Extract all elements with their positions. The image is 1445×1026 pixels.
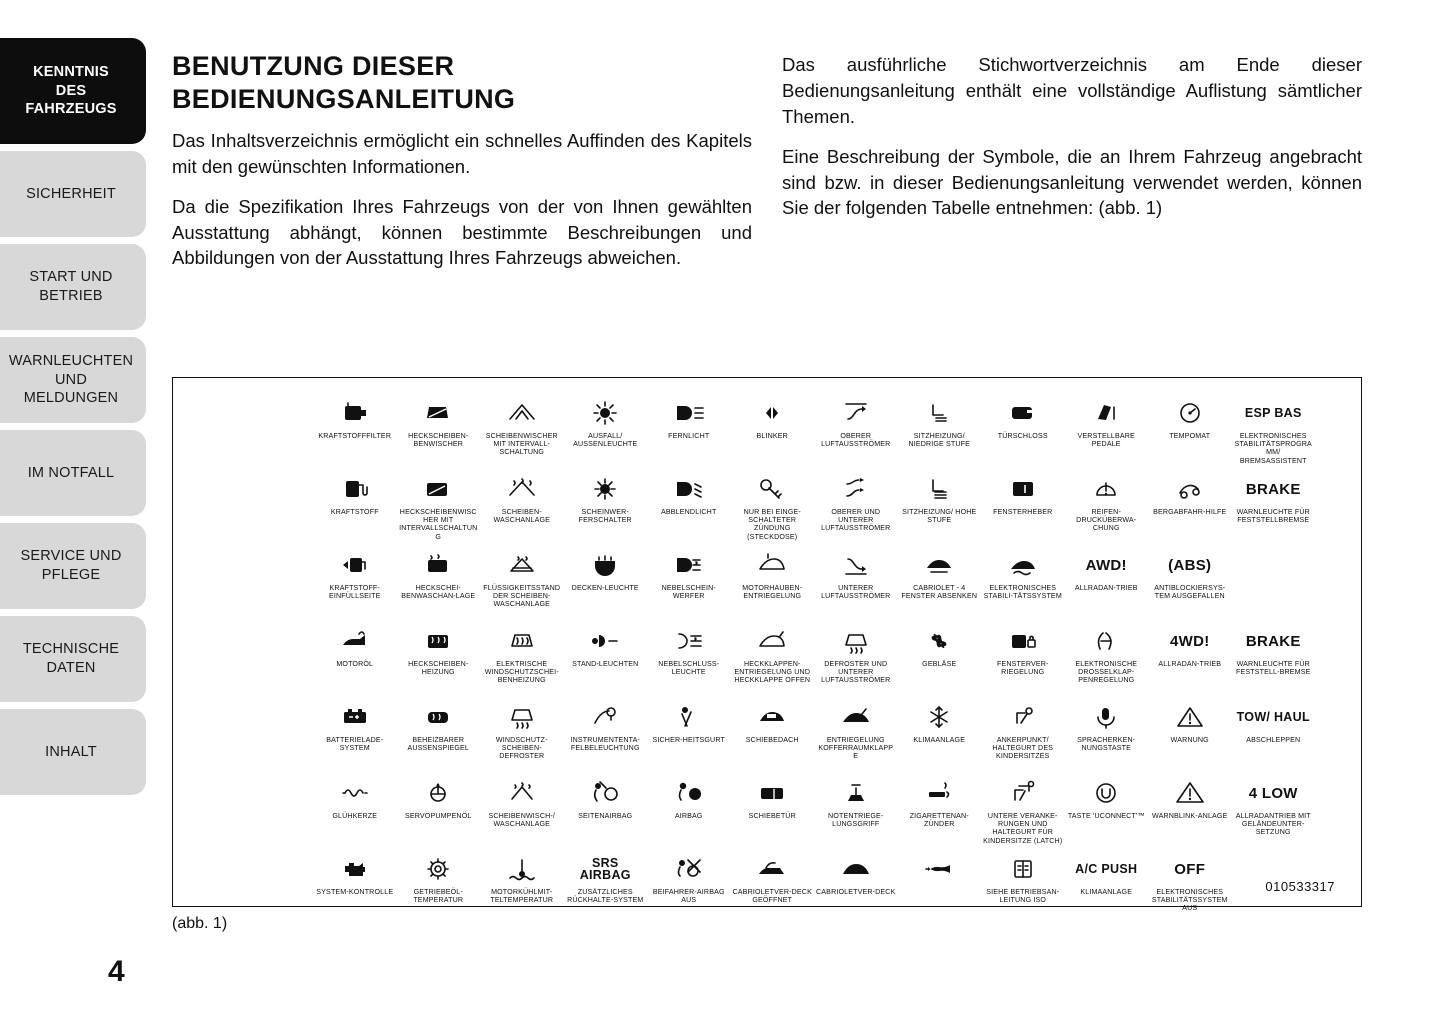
side-airbag-icon xyxy=(587,776,623,810)
symbol-label: OBERER LUFTAUSSTRÖMER xyxy=(821,432,891,449)
symbol-cell xyxy=(315,848,395,924)
symbol-label: CABRIOLETVER-DECK xyxy=(816,888,896,896)
symbol-label: BLINKER xyxy=(756,432,788,440)
symbol-cell xyxy=(649,848,729,924)
symbol-label: HECKSCHEIBEN-HEIZUNG xyxy=(408,660,469,677)
symbol-label: AUSFALL/ AUSSENLEUCHTE xyxy=(573,432,638,449)
symbol-cell xyxy=(399,848,479,924)
symbol-label: ABSCHLEPPEN xyxy=(1246,736,1301,744)
symbol-label: OBERER UND UNTERER LUFTAUSSTRÖMER xyxy=(821,508,891,533)
symbol-cell xyxy=(1234,772,1314,848)
symbol-label: UNTERER LUFTAUSSTRÖMER xyxy=(821,584,891,601)
symbol-cell xyxy=(733,848,813,924)
symbol-cell xyxy=(1234,696,1314,772)
upper-lower-air-vent-icon xyxy=(838,472,874,506)
sidebar-item-sicherheit[interactable] xyxy=(0,151,146,237)
symbol-label: NEBELSCHEIN-WERFER xyxy=(661,584,716,601)
symbol-label: MOTORÖL xyxy=(336,660,374,668)
symbol-label: SITZHEIZUNG/ NIEDRIGE STUFE xyxy=(908,432,971,449)
symbol-glyph-text: (ABS) xyxy=(1168,556,1212,574)
symbol-label: ALLRADAN-TRIEB xyxy=(1158,660,1222,668)
power-window-icon xyxy=(1005,472,1041,506)
symbol-glyph-text: 4WD! xyxy=(1169,632,1210,650)
symbol-glyph-text: OFF xyxy=(1174,860,1206,878)
abs-fault-icon xyxy=(1168,548,1211,582)
sidebar-item-label: IM NOTFALL xyxy=(27,464,115,481)
rear-window-defroster-icon xyxy=(420,624,456,658)
symbol-cell xyxy=(1067,392,1147,468)
esp-bas-icon xyxy=(1245,396,1302,430)
blower-icon xyxy=(921,624,957,658)
symbol-label: INSTRUMENTENTA-FELBELEUCHTUNG xyxy=(570,736,640,753)
symbol-label: ELEKTRISCHE WINDSCHUTZSCHEI-BENHEIZUNG xyxy=(484,660,559,685)
symbol-cell xyxy=(983,848,1063,924)
paragraph: Das Inhaltsverzeichnis ermöglicht ein schnelles Auffinden des Kapitels mit den gewünschten Informationen. xyxy=(172,129,752,177)
symbol-label: DECKEN-LEUCHTE xyxy=(571,584,639,592)
symbol-label: NOTENTRIEGE-LUNGSGRIFF xyxy=(828,812,884,829)
sidebar-item-inhalt[interactable] xyxy=(0,709,146,795)
symbol-cell xyxy=(649,468,729,544)
symbol-cell xyxy=(983,696,1063,772)
parking-brake-warning-icon xyxy=(1246,472,1301,506)
symbol-label: BEHEIZBARER AUSSENSPIEGEL xyxy=(407,736,469,753)
sidebar-item-label: SICHERHEIT xyxy=(26,185,116,202)
symbol-cell xyxy=(649,620,729,696)
glow-plug-icon xyxy=(337,776,373,810)
symbol-label: FLÜSSIGKEITSSTAND DER SCHEIBEN-WASCHANLAGE xyxy=(483,584,561,609)
symbol-label: ENTRIEGELUNG KOFFERRAUMKLAPPE xyxy=(818,736,894,761)
symbol-label: GLÜHKERZE xyxy=(332,812,378,820)
symbol-label: SCHEIBENWISCHER MIT INTERVALL-SCHALTUNG xyxy=(485,432,558,457)
symbol-cell xyxy=(566,620,646,696)
instrument-panel-light-icon xyxy=(587,700,623,734)
paragraph: Das ausführliche Stichwortverzeichnis am Ende dieser Bedienungsanleitung enthält eine vollständige Auflistung sämtlicher Themen. xyxy=(782,54,1362,127)
symbol-cell xyxy=(983,468,1063,544)
symbol-label: KRAFTSTOFFFILTER xyxy=(318,432,392,440)
symbol-label: SCHIEBETÜR xyxy=(748,812,796,820)
symbol-cell xyxy=(1067,468,1147,544)
symbol-glyph-text: A/C PUSH xyxy=(1075,861,1138,876)
symbol-label: HECKSCHEIBEN-BENWISCHER xyxy=(408,432,469,449)
low-beam-icon xyxy=(671,472,707,506)
symbol-cell xyxy=(816,772,896,848)
blank-icon xyxy=(1255,548,1291,582)
symbol-cell xyxy=(983,392,1063,468)
symbol-label: SCHEIBENWISCH-/ WASCHANLAGE xyxy=(488,812,555,829)
sidebar-item-im-notfall[interactable] xyxy=(0,430,146,516)
left-column xyxy=(172,40,752,285)
fog-light-icon xyxy=(671,548,707,582)
latch-anchor-icon xyxy=(1005,776,1041,810)
symbol-cell xyxy=(733,544,813,620)
defroster-lower-vent-icon xyxy=(838,624,874,658)
heated-mirror-icon xyxy=(420,700,456,734)
symbol-cell xyxy=(900,848,980,924)
warning-icon xyxy=(1172,700,1208,734)
symbol-label: SYSTEM-KONTROLLE xyxy=(316,888,394,896)
symbol-cell xyxy=(900,696,980,772)
parking-lights-icon xyxy=(587,624,623,658)
symbol-cell xyxy=(1067,848,1147,924)
symbol-label: MOTORKÜHLMIT-TELTEMPERATUR xyxy=(490,888,554,905)
dome-light-icon xyxy=(587,548,623,582)
check-engine-icon xyxy=(337,852,373,886)
symbol-cell xyxy=(900,544,980,620)
symbol-cell xyxy=(733,468,813,544)
windshield-heating-icon xyxy=(504,624,540,658)
symbol-label: ALLRADANTRIEB MIT GELÄNDEUNTER-SETZUNG xyxy=(1235,812,1311,837)
upper-air-vent-icon xyxy=(838,396,874,430)
symbol-label: WARNLEUCHTE FÜR FESTSTELL-BREMSE xyxy=(1235,660,1311,677)
symbol-label: AIRBAG xyxy=(674,812,703,820)
symbol-label: WARNLEUCHTE FÜR FESTSTELLBREMSE xyxy=(1236,508,1310,525)
symbol-label: SITZHEIZUNG/ HOHE STUFE xyxy=(902,508,977,525)
child-seat-anchor-icon xyxy=(1005,700,1041,734)
symbol-cell xyxy=(983,620,1063,696)
symbol-cell xyxy=(482,544,562,620)
paragraph: Eine Beschreibung der Symbole, die an Ihrem Fahrzeug angebracht sind bzw. in dieser Bedienungsanleitung verwendet werden, können Sie der folgenden Tabelle entnehmen: (abb. 1) xyxy=(782,145,1362,219)
tow-haul-icon xyxy=(1237,700,1310,734)
door-lock-icon xyxy=(1005,396,1041,430)
symbol-cell xyxy=(900,468,980,544)
sidebar-item-label: UND MELDUNGEN xyxy=(23,371,119,407)
symbol-cell xyxy=(1234,620,1314,696)
symbol-glyph-text: SRS AIRBAG xyxy=(579,855,631,882)
symbol-cell xyxy=(1150,544,1230,620)
symbol-cell xyxy=(399,772,479,848)
page-title: BENUTZUNG DIESER BEDIENUNGSANLEITUNG xyxy=(172,51,516,114)
rear-wiper-icon xyxy=(420,396,456,430)
power-steering-fluid-icon xyxy=(420,776,456,810)
convertible-top-open-icon xyxy=(754,852,790,886)
symbol-cell xyxy=(482,848,562,924)
windshield-defroster-icon xyxy=(504,700,540,734)
symbol-cell xyxy=(900,772,980,848)
ignition-key-icon xyxy=(754,472,790,506)
symbol-cell xyxy=(315,468,395,544)
convertible-window-lower-icon xyxy=(921,548,957,582)
electronic-stability-icon xyxy=(1005,548,1041,582)
symbol-cell xyxy=(566,772,646,848)
tire-pressure-icon xyxy=(1088,472,1124,506)
esc-off-icon xyxy=(1174,852,1205,886)
symbol-label: ELEKTRONISCHE DROSSELKLAP-PENREGELUNG xyxy=(1075,660,1138,685)
brake-warning-icon xyxy=(1246,624,1301,658)
symbol-cell xyxy=(816,468,896,544)
wiper-washer-icon xyxy=(504,776,540,810)
symbol-cell xyxy=(816,620,896,696)
symbol-cell xyxy=(1150,772,1230,848)
symbol-cell xyxy=(482,620,562,696)
throttle-control-icon xyxy=(1088,624,1124,658)
symbol-label: CABRIOLET - 4 FENSTER ABSENKEN xyxy=(901,584,978,601)
symbol-glyph-text: 4 LOW xyxy=(1248,784,1298,802)
rear-fog-light-icon xyxy=(671,624,707,658)
symbol-label: ABBLENDLICHT xyxy=(661,508,717,516)
symbol-label: HECKSCHEI-BENWASCHAN-LAGE xyxy=(401,584,476,601)
symbol-cell xyxy=(482,772,562,848)
sidebar-item-label: FAHRZEUGS xyxy=(25,101,117,118)
symbol-label: ELEKTRONISCHES STABILITÄTSPROGRAMM/ BREMSASSISTENT xyxy=(1234,432,1312,465)
symbol-grid xyxy=(315,392,1313,924)
symbol-cell xyxy=(1067,544,1147,620)
liftgate-release-icon xyxy=(754,624,790,658)
symbol-cell xyxy=(983,544,1063,620)
symbol-label: GETRIEBEÖL-TEMPERATUR xyxy=(413,888,464,905)
symbol-cell xyxy=(566,848,646,924)
sidebar-item-service-und-pflege[interactable] xyxy=(0,523,146,609)
symbol-cell xyxy=(315,392,395,468)
symbol-cell xyxy=(900,620,980,696)
symbol-label: MOTORHAUBEN-ENTRIEGELUNG xyxy=(742,584,803,601)
symbol-label: FENSTERVER-RIEGELUNG xyxy=(996,660,1049,677)
figure-caption: (abb. 1) xyxy=(172,915,228,932)
washer-icon xyxy=(504,472,540,506)
sidebar-item-label: TECHNISCHE xyxy=(22,641,120,658)
symbol-cell xyxy=(399,620,479,696)
sidebar-item-label: DATEN xyxy=(46,660,96,676)
sidebar-item-label: DES xyxy=(55,82,87,99)
sidebar-item-label: WARNLEUCHTEN xyxy=(8,353,134,370)
hood-release-icon xyxy=(754,548,790,582)
symbol-label: ZUSÄTZLICHES RÜCKHALTE-SYSTEM xyxy=(567,888,644,905)
trunk-release-icon xyxy=(838,700,874,734)
symbol-cell xyxy=(566,468,646,544)
symbol-label: WARNBLINK-ANLAGE xyxy=(1152,812,1228,820)
symbol-cell xyxy=(399,468,479,544)
symbol-label: SCHIEBEDACH xyxy=(745,736,799,744)
symbol-label: ZIGARETTENAN-ZÜNDER xyxy=(909,812,969,829)
symbol-label: SPRACHERKEN-NUNGSTASTE xyxy=(1077,736,1136,753)
engine-oil-icon xyxy=(337,624,373,658)
sidebar-item-label: PFLEGE xyxy=(41,567,101,583)
seat-heating-high-icon xyxy=(921,472,957,506)
passenger-airbag-off-icon xyxy=(671,852,707,886)
symbol-cell xyxy=(733,696,813,772)
sidebar-item-label: KENNTNIS xyxy=(33,64,109,81)
srs-airbag-icon xyxy=(566,852,646,886)
sidebar-item-start-und-betrieb[interactable] xyxy=(0,244,146,330)
page-content xyxy=(172,40,1362,285)
symbol-cell xyxy=(649,772,729,848)
symbol-label: ANTIBLOCKIERSYS-TEM AUSGEFALLEN xyxy=(1154,584,1226,601)
rear-wiper-intermittent-icon xyxy=(420,472,456,506)
symbol-cell xyxy=(1234,392,1314,468)
sidebar-item-warnleuchten-und-meldungen[interactable] xyxy=(0,337,146,423)
symbol-cell xyxy=(315,620,395,696)
symbol-label: TASTE 'UCONNECT'™ xyxy=(1067,812,1145,820)
symbol-label: FERNLICHT xyxy=(668,432,710,440)
right-column xyxy=(782,40,1362,285)
symbol-label: SCHEINWER-FERSCHALTER xyxy=(578,508,632,525)
symbol-cell xyxy=(733,392,813,468)
symbol-cell xyxy=(399,544,479,620)
symbol-cell xyxy=(816,544,896,620)
symbol-cell xyxy=(1067,620,1147,696)
convertible-top-icon xyxy=(838,852,874,886)
symbol-cell xyxy=(900,392,980,468)
symbol-cell xyxy=(566,696,646,772)
symbol-label: TEMPOMAT xyxy=(1169,432,1211,440)
symbol-label: NUR BEI EINGE-SCHALTETER ZÜNDUNG (STECKDOSE) xyxy=(743,508,801,541)
page-number: 4 xyxy=(108,955,125,988)
4wd-icon xyxy=(1170,624,1210,658)
symbol-label: UNTERE VERANKE-RUNGEN UND HALTEGURT FÜR KINDERSITZE (LATCH) xyxy=(983,812,1063,845)
symbol-cell xyxy=(399,696,479,772)
symbol-label: NEBELSCHLUSS-LEUCHTE xyxy=(658,660,720,677)
horn-icon xyxy=(921,852,957,886)
fuel-filter-icon xyxy=(337,396,373,430)
symbol-cell xyxy=(482,392,562,468)
symbol-cell xyxy=(315,544,395,620)
cruise-control-icon xyxy=(1172,396,1208,430)
symbol-label: WINDSCHUTZ-SCHEIBEN-DEFROSTER xyxy=(495,736,548,761)
symbol-label: WARNUNG xyxy=(1170,736,1209,744)
symbol-label: GEBLÄSE xyxy=(922,660,957,668)
seat-belt-icon xyxy=(671,700,707,734)
symbol-glyph-text: ESP BAS xyxy=(1244,405,1302,420)
symbol-label: BEIFAHRER-AIRBAG AUS xyxy=(652,888,725,905)
symbol-label: ANKERPUNKT/ HALTEGURT DES KINDERSITZES xyxy=(992,736,1054,761)
symbol-glyph-text: AWD! xyxy=(1085,556,1127,574)
symbol-cell xyxy=(1067,696,1147,772)
symbol-label: ELEKTRONISCHES STABILI-TÄTSSYSTEM xyxy=(983,584,1062,601)
sidebar-item-label: SERVICE UND xyxy=(20,548,122,565)
symbol-label: SCHEIBEN-WASCHANLAGE xyxy=(493,508,551,525)
high-beam-icon xyxy=(671,396,707,430)
airbag-icon xyxy=(671,776,707,810)
symbol-cell xyxy=(649,696,729,772)
uconnect-icon xyxy=(1088,776,1124,810)
sunroof-open-icon xyxy=(754,776,790,810)
voice-command-icon xyxy=(1088,700,1124,734)
symbol-cell xyxy=(566,392,646,468)
transmission-temp-icon xyxy=(420,852,456,886)
sidebar-item-label: BETRIEB xyxy=(39,288,103,304)
lower-air-vent-icon xyxy=(838,548,874,582)
symbol-cell xyxy=(733,772,813,848)
symbol-label: BERGABFAHR-HILFE xyxy=(1153,508,1227,516)
window-lock-icon xyxy=(1005,624,1041,658)
rear-washer-icon xyxy=(420,548,456,582)
emergency-release-icon xyxy=(838,776,874,810)
sidebar-item-label: INHALT xyxy=(45,743,97,760)
figure-code: 010533317 xyxy=(1265,879,1335,894)
sidebar-item-label: START UND xyxy=(29,269,113,286)
4-low-icon xyxy=(1249,776,1298,810)
fuel-pump-icon xyxy=(337,472,373,506)
hazard-warning-icon xyxy=(1172,776,1208,810)
symbol-label: SEITENAIRBAG xyxy=(578,812,633,820)
symbol-label: TÜRSCHLOSS xyxy=(997,432,1048,440)
symbol-label: ALLRADAN-TRIEB xyxy=(1074,584,1138,592)
symbol-cell xyxy=(1234,468,1314,544)
sidebar-item-technische-daten[interactable] xyxy=(0,616,146,702)
fuel-filler-side-icon xyxy=(337,548,373,582)
symbol-cell xyxy=(1067,772,1147,848)
adjustable-pedals-icon xyxy=(1088,396,1124,430)
symbol-cell xyxy=(816,696,896,772)
sunroof-icon xyxy=(754,700,790,734)
sidebar-tabs xyxy=(0,38,146,802)
symbol-label: ELEKTRONISCHES STABILITÄTSSYSTEM AUS xyxy=(1151,888,1228,913)
symbol-label: REIFEN-DRUCKÜBERWA-CHUNG xyxy=(1076,508,1137,533)
symbol-label: SIEHE BETRIEBSAN-LEITUNG ISO xyxy=(986,888,1060,905)
ac-push-icon xyxy=(1075,852,1137,886)
symbol-label: KLIMAANLAGE xyxy=(1080,888,1133,896)
exterior-light-failure-icon xyxy=(587,396,623,430)
symbol-cell xyxy=(315,772,395,848)
symbol-cell xyxy=(649,392,729,468)
symbol-cell xyxy=(816,392,896,468)
symbol-cell xyxy=(649,544,729,620)
symbol-cell xyxy=(1150,468,1230,544)
symbol-cell xyxy=(566,544,646,620)
symbol-cell xyxy=(1150,620,1230,696)
symbol-label: HECKSCHEIBENWISCHER MIT INTERVALLSCHALTUNG xyxy=(399,508,478,541)
symbol-label: BATTERIELADE-SYSTEM xyxy=(326,736,384,753)
symbol-cell xyxy=(1234,544,1314,620)
roadside-assist-icon xyxy=(1172,472,1208,506)
symbol-cell xyxy=(1150,696,1230,772)
headlight-switch-icon xyxy=(587,472,623,506)
symbol-label: SERVOPUMPENÖL xyxy=(405,812,472,820)
symbol-cell xyxy=(1150,848,1230,924)
wiper-intermittent-icon xyxy=(504,396,540,430)
symbol-label: HECKKLAPPEN-ENTRIEGELUNG UND HECKKLAPPE OFFEN xyxy=(734,660,811,685)
cigarette-lighter-icon xyxy=(921,776,957,810)
coolant-temp-icon xyxy=(504,852,540,886)
symbol-cell xyxy=(482,696,562,772)
symbol-cell xyxy=(315,696,395,772)
battery-charging-icon xyxy=(337,700,373,734)
symbol-label: DEFROSTER UND UNTERER LUFTAUSSTRÖMER xyxy=(821,660,891,685)
symbol-glyph-text: BRAKE xyxy=(1245,480,1301,498)
owner-manual-icon xyxy=(1005,852,1041,886)
symbol-label: FENSTERHEBER xyxy=(993,508,1053,516)
paragraph: Da die Spezifikation Ihres Fahrzeugs von der von Ihnen gewählten Ausstattung abhängt, können bestimmte Beschreibungen und Abbildungen von der Ausstattung Ihres Fahrzeugs abweichen. xyxy=(172,195,752,269)
symbol-cell xyxy=(1150,392,1230,468)
symbol-glyph-text: TOW/ HAUL xyxy=(1236,709,1310,724)
symbol-label: KLIMAANLAGE xyxy=(913,736,966,744)
air-conditioning-icon xyxy=(921,700,957,734)
symbol-glyph-text: BRAKE xyxy=(1245,632,1301,650)
symbol-cell xyxy=(816,848,896,924)
symbols-figure xyxy=(172,377,1362,913)
symbol-cell xyxy=(983,772,1063,848)
symbol-cell xyxy=(482,468,562,544)
symbol-label: KRAFTSTOFF xyxy=(330,508,379,516)
seat-heating-low-icon xyxy=(921,396,957,430)
symbol-label: CABRIOLETVER-DECK GEÖFFNET xyxy=(732,888,812,905)
symbol-cell xyxy=(399,392,479,468)
sidebar-item-kenntnis-des-fahrzeugs[interactable] xyxy=(0,38,146,144)
symbol-cell xyxy=(733,620,813,696)
turn-signal-icon xyxy=(754,396,790,430)
symbol-label: VERSTELLBARE PEDALE xyxy=(1077,432,1135,449)
washer-fluid-level-icon xyxy=(504,548,540,582)
symbol-label: STAND-LEUCHTEN xyxy=(572,660,639,668)
awd-icon xyxy=(1086,548,1127,582)
symbol-label: SICHER-HEITSGURT xyxy=(652,736,725,744)
symbol-label: KRAFTSTOFF-EINFÜLLSEITE xyxy=(329,584,381,601)
